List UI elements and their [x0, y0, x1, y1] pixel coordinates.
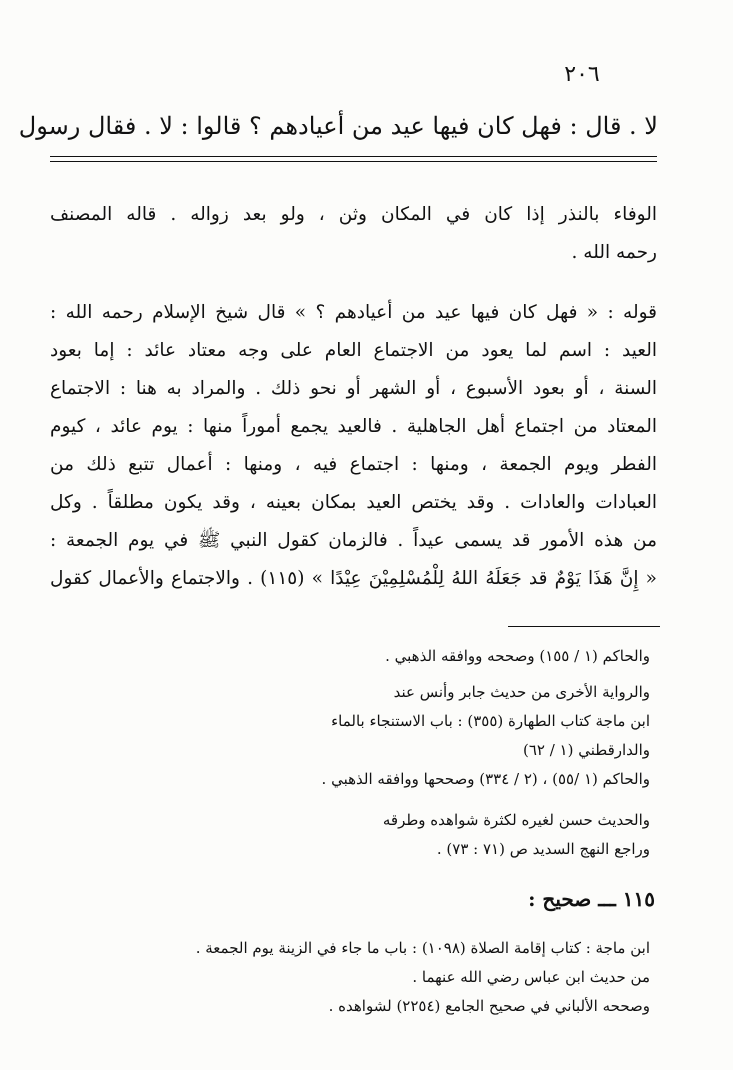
footnotes-group-a [140, 642, 650, 671]
text-line: المعتاد من اجتماع أهل الجاهلية . فالعيد يجمع أموراً منها : يوم عائد ، كيوم [50, 416, 657, 437]
footnote-heading: ١١٥ ـــ صحيح : [528, 887, 655, 911]
footnote-line: ابن ماجة : كتاب إقامة الصلاة (١٠٩٨) : باب ما جاء في الزينة يوم الجمعة . [195, 939, 650, 957]
paragraph-1 [50, 196, 657, 272]
footnote-line: والحديث حسن لغيره لكثرة شواهده وطرقه [382, 811, 650, 829]
footnote-line: وصححه الألباني في صحيح الجامع (٢٢٥٤) لشواهده . [328, 997, 650, 1015]
footnotes-group-b [140, 678, 650, 794]
footnote-line: والدارقطني (١ / ٦٢) [522, 741, 650, 759]
footnotes-group-c [140, 806, 650, 864]
footnote-line: والحاكم (١ /٥٥) ، (٢ / ٣٣٤) وصححها ووافقه الذهبي . [321, 770, 650, 788]
header-rule-bottom [50, 161, 657, 162]
footnote-line: من حديث ابن عباس رضي الله عنهما . [412, 968, 650, 986]
text-line: « إِنَّ هَذَا يَوْمٌ قد جَعَلَهُ اللهُ لِلْمُسْلِمِيْنَ عِيْدًا » (١١٥) . والاجتماع والأعمال كقول [50, 568, 657, 589]
header-rule-top [50, 156, 657, 157]
footnotes-group-d [140, 934, 650, 1021]
text-line: قوله : « فهل كان فيها عيد من أعيادهم ؟ » قال شيخ الإسلام رحمه الله : [50, 302, 657, 323]
footnote-line: ابن ماجة كتاب الطهارة (٣٥٥) : باب الاستنجاء بالماء [331, 712, 650, 730]
text-line: السنة ، أو بعود الأسبوع ، أو الشهر أو نحو ذلك . والمراد به هنا : الاجتماع [50, 378, 657, 399]
header-line: لا . قال : فهل كان فيها عيد من أعيادهم ؟ قالوا : لا . فقال رسول [18, 112, 658, 140]
text-line: من هذه الأمور قد يسمى عيداً . فالزمان كقول النبي ﷺ في يوم الجمعة : [50, 530, 657, 551]
text-line: الفطر ويوم الجمعة ، ومنها : اجتماع فيه ، ومنها : أعمال تتبع ذلك من [50, 454, 657, 475]
paragraph-2 [50, 294, 657, 598]
page-number: ٢٠٦ [564, 62, 600, 87]
footnote-separator [508, 626, 660, 627]
footnote-line: والرواية الأخرى من حديث جابر وأنس عند [393, 683, 650, 701]
text-line: العبادات والعادات . وقد يختص العيد بمكان بعينه ، وقد يكون مطلقاً . وكل [50, 492, 657, 513]
text-line: الوفاء بالنذر إذا كان في المكان وثن ، ولو بعد زواله . قاله المصنف [50, 204, 657, 225]
footnote-line: والحاكم (١ / ١٥٥) وصححه ووافقه الذهبي . [385, 647, 650, 665]
text-line: العيد : اسم لما يعود من الاجتماع العام على وجه معتاد عائد : إما بعود [50, 340, 657, 361]
text-line: رحمه الله . [571, 242, 657, 263]
footnote-line: وراجع النهج السديد ص (٧١ : ٧٣) . [436, 840, 650, 858]
